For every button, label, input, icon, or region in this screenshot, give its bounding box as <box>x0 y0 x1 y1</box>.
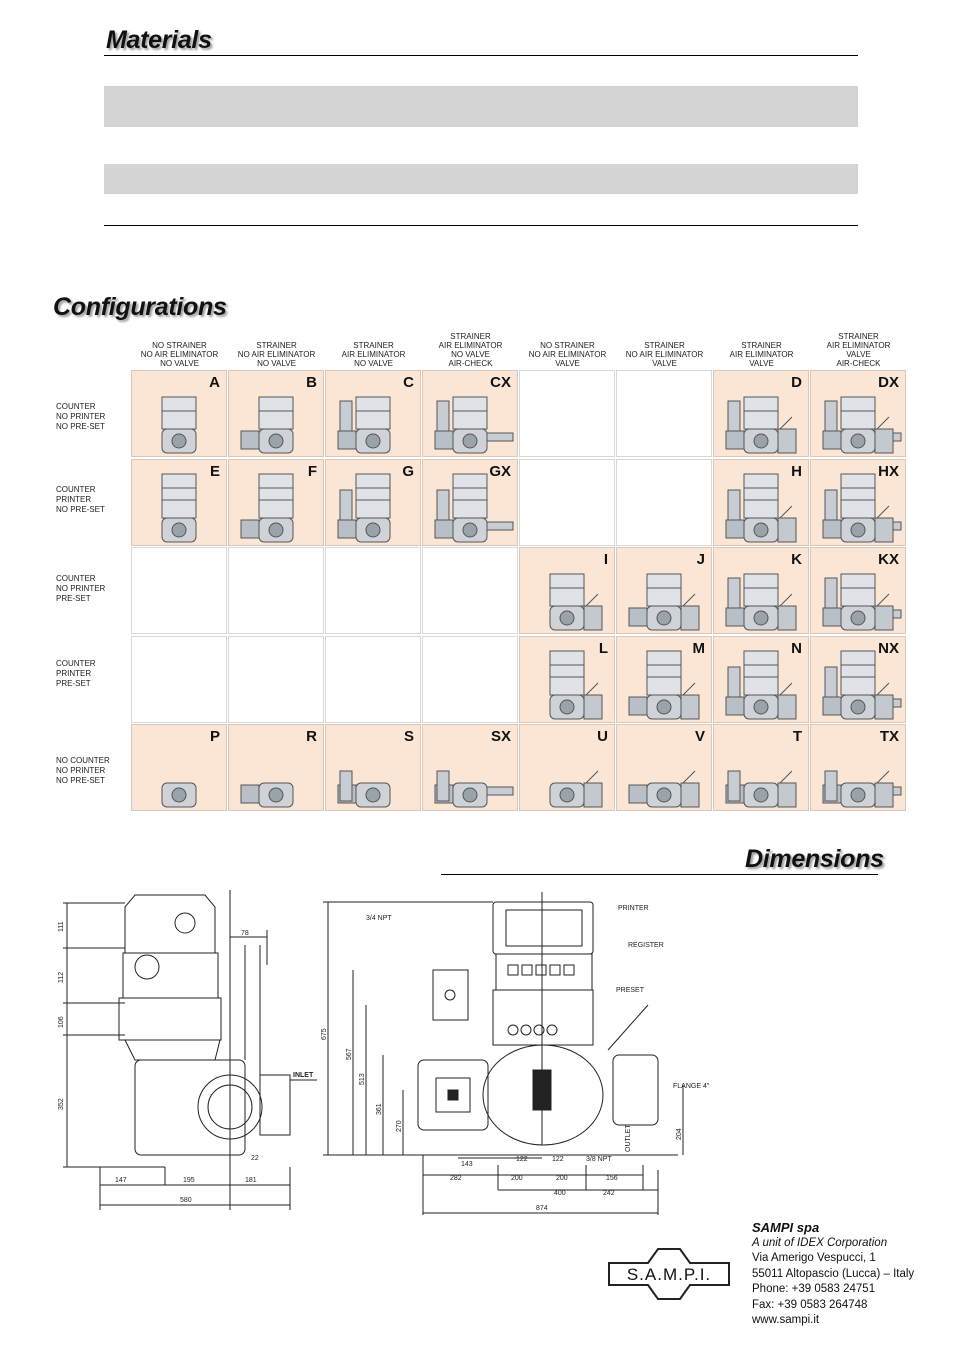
column-header-line: NO AIR ELIMINATOR <box>625 350 704 359</box>
meter-sketch-icon <box>617 725 713 812</box>
materials-row-band-1 <box>104 86 858 127</box>
meter-sketch-icon <box>714 548 810 635</box>
meter-sketch-icon <box>520 548 616 635</box>
config-cell <box>131 370 227 457</box>
config-cell <box>713 459 809 546</box>
dim-195: 195 <box>183 1177 195 1184</box>
config-code: B <box>306 374 317 391</box>
config-cell <box>713 636 809 723</box>
meter-sketch-icon <box>714 725 810 812</box>
config-code: K <box>791 551 802 568</box>
row-label-line: PRINTER <box>56 669 92 678</box>
row-label-line: NO PRE-SET <box>56 505 105 514</box>
config-code: NX <box>878 640 899 657</box>
dim-147: 147 <box>115 1177 127 1184</box>
column-header-line: AIR ELIMINATOR <box>341 350 406 359</box>
row-label <box>56 574 130 604</box>
dim-181: 181 <box>245 1177 257 1184</box>
column-header <box>228 331 325 368</box>
config-code: C <box>403 374 414 391</box>
column-header-line: NO STRAINER <box>540 341 595 350</box>
dim-400: 400 <box>554 1190 566 1197</box>
dim-200-b: 200 <box>556 1175 568 1182</box>
meter-sketch-icon <box>229 460 325 547</box>
config-code: M <box>692 640 705 657</box>
column-header-line: NO STRAINER <box>152 341 207 350</box>
config-code: T <box>792 728 802 745</box>
meter-sketch-icon <box>326 460 422 547</box>
row-label-line: PRE-SET <box>56 679 91 688</box>
materials-rule <box>104 55 858 56</box>
meter-sketch-icon <box>811 548 907 635</box>
config-cell <box>713 724 809 811</box>
config-cell <box>228 370 324 457</box>
company-unit: A unit of IDEX Corporation <box>752 1236 888 1249</box>
dim-352: 352 <box>58 1098 65 1110</box>
dimensions-heading: Dimensions <box>745 845 884 873</box>
column-header <box>422 331 519 368</box>
column-header <box>131 331 228 368</box>
column-header-line: STRAINER <box>353 341 394 350</box>
column-header-line: VALVE <box>749 359 774 368</box>
config-code: I <box>603 551 608 568</box>
config-code: G <box>402 463 414 480</box>
config-cell <box>519 636 615 723</box>
sampi-logo-text: S.A.M.P.I. <box>626 1265 712 1284</box>
dim-78: 78 <box>241 930 249 937</box>
column-header-line: STRAINER <box>644 341 685 350</box>
dim-675: 675 <box>321 1028 328 1040</box>
row-label-line: NO PRINTER <box>56 412 106 421</box>
row-label <box>56 485 130 515</box>
sampi-logo <box>603 1246 735 1302</box>
config-code: U <box>597 728 608 745</box>
company-address-street: Via Amerigo Vespucci, 1 <box>752 1252 876 1264</box>
npt-top-label: 3/4 NPT <box>366 915 392 922</box>
config-cell-empty <box>228 636 324 723</box>
config-code: S <box>403 728 414 745</box>
column-header-line: NO VALVE <box>257 359 296 368</box>
column-header-line: STRAINER <box>256 341 297 350</box>
config-code: F <box>307 463 317 480</box>
column-header-line: NO VALVE <box>354 359 393 368</box>
outlet-label: OUTLET <box>625 1124 632 1152</box>
config-cell <box>810 459 906 546</box>
flange-label: FLANGE 4" <box>673 1083 710 1090</box>
column-header <box>810 331 907 368</box>
config-cell <box>713 547 809 634</box>
preset-label: PRESET <box>616 987 645 994</box>
dim-200-a: 200 <box>511 1175 523 1182</box>
column-header-line: NO AIR ELIMINATOR <box>237 350 316 359</box>
meter-sketch-icon <box>229 725 325 812</box>
dim-204: 204 <box>676 1128 683 1140</box>
config-cell-empty <box>519 370 615 457</box>
config-cell-empty <box>325 547 421 634</box>
row-label <box>56 756 130 786</box>
meter-sketch-icon <box>811 460 907 547</box>
config-code: E <box>209 463 220 480</box>
dim-567: 567 <box>346 1048 353 1060</box>
config-code: N <box>791 640 802 657</box>
column-header <box>325 331 422 368</box>
config-cell <box>422 724 518 811</box>
config-cell-empty <box>616 370 712 457</box>
config-code: P <box>209 728 220 745</box>
row-label-line: COUNTER <box>56 574 96 583</box>
config-cell <box>422 459 518 546</box>
row-label-line: NO PRE-SET <box>56 422 105 431</box>
meter-sketch-icon <box>423 371 519 458</box>
dim-122-a: 122 <box>516 1156 528 1163</box>
front-view-drawing <box>318 890 718 1220</box>
config-cell <box>519 547 615 634</box>
config-cell <box>810 636 906 723</box>
column-header-line: STRAINER <box>838 332 879 341</box>
row-label-line: NO COUNTER <box>56 756 110 765</box>
npt-bottom-label: 3/8 NPT <box>586 1156 612 1163</box>
meter-sketch-icon <box>520 725 616 812</box>
row-label-line: PRE-SET <box>56 594 91 603</box>
column-header-line: AIR ELIMINATOR <box>826 341 891 350</box>
column-header-line: AIR ELIMINATOR <box>438 341 503 350</box>
config-code: DX <box>878 374 899 391</box>
config-cell-empty <box>325 636 421 723</box>
config-cell <box>713 370 809 457</box>
company-fax: Fax: +39 0583 264748 <box>752 1298 868 1311</box>
dim-143: 143 <box>461 1161 473 1168</box>
dim-242: 242 <box>603 1190 615 1197</box>
meter-sketch-icon <box>714 460 810 547</box>
meter-sketch-icon <box>714 371 810 458</box>
config-cell-empty <box>616 459 712 546</box>
meter-sketch-icon <box>423 460 519 547</box>
meter-sketch-icon <box>423 725 519 812</box>
config-code: HX <box>878 463 899 480</box>
config-cell <box>325 724 421 811</box>
config-cell <box>131 459 227 546</box>
config-cell-empty <box>422 547 518 634</box>
meter-sketch-icon <box>617 548 713 635</box>
config-cell-empty <box>519 459 615 546</box>
column-header-line: VALVE <box>846 350 871 359</box>
row-label-line: NO PRINTER <box>56 584 106 593</box>
config-code: CX <box>490 374 511 391</box>
column-header-line: NO AIR ELIMINATOR <box>528 350 607 359</box>
meter-sketch-icon <box>132 460 228 547</box>
config-cell <box>616 724 712 811</box>
column-header-line: VALVE <box>652 359 677 368</box>
row-label-line: COUNTER <box>56 485 96 494</box>
column-header-line: STRAINER <box>450 332 491 341</box>
config-code: R <box>306 728 317 745</box>
column-header-line: NO VALVE <box>160 359 199 368</box>
dim-156: 156 <box>606 1175 618 1182</box>
config-code: V <box>694 728 705 745</box>
materials-heading: Materials <box>106 26 212 54</box>
column-header-line: VALVE <box>555 359 580 368</box>
meter-sketch-icon <box>326 371 422 458</box>
config-cell <box>519 724 615 811</box>
config-code: A <box>209 374 220 391</box>
meter-sketch-icon <box>132 725 228 812</box>
inlet-label: INLET <box>293 1072 314 1079</box>
config-cell-empty <box>422 636 518 723</box>
config-cell-empty <box>131 547 227 634</box>
dim-361: 361 <box>376 1103 383 1115</box>
meter-sketch-icon <box>229 371 325 458</box>
register-label: REGISTER <box>628 942 664 949</box>
column-header <box>713 331 810 368</box>
config-code: SX <box>490 728 511 745</box>
config-code: GX <box>489 463 511 480</box>
dim-112: 112 <box>58 971 65 983</box>
config-cell <box>616 636 712 723</box>
config-cell <box>810 724 906 811</box>
company-website[interactable]: www.sampi.it <box>752 1314 820 1326</box>
config-cell <box>810 547 906 634</box>
meter-sketch-icon <box>520 637 616 724</box>
dim-22: 22 <box>251 1155 259 1162</box>
config-code: J <box>696 551 705 568</box>
config-cell-empty <box>131 636 227 723</box>
column-header-line: NO VALVE <box>451 350 490 359</box>
row-label-line: COUNTER <box>56 402 96 411</box>
config-code: D <box>791 374 802 391</box>
configurations-heading: Configurations <box>53 293 227 321</box>
meter-sketch-icon <box>811 637 907 724</box>
company-info <box>752 1220 914 1329</box>
meter-sketch-icon <box>811 725 907 812</box>
column-header-line: NO AIR ELIMINATOR <box>140 350 219 359</box>
printer-label: PRINTER <box>618 905 649 912</box>
row-label <box>56 402 130 432</box>
config-code: TX <box>879 728 899 745</box>
meter-sketch-icon <box>326 725 422 812</box>
config-code: H <box>791 463 802 480</box>
meter-sketch-icon <box>132 371 228 458</box>
meter-sketch-icon <box>714 637 810 724</box>
row-label-line: PRINTER <box>56 495 92 504</box>
config-cell <box>810 370 906 457</box>
config-cell <box>325 370 421 457</box>
config-code: KX <box>878 551 899 568</box>
row-label-line: NO PRE-SET <box>56 776 105 785</box>
column-header-line: AIR ELIMINATOR <box>729 350 794 359</box>
config-cell <box>422 370 518 457</box>
config-cell <box>228 459 324 546</box>
column-header <box>616 331 713 368</box>
dim-874: 874 <box>536 1205 548 1212</box>
dim-513: 513 <box>359 1073 366 1085</box>
row-label-line: COUNTER <box>56 659 96 668</box>
config-cell <box>325 459 421 546</box>
materials-row-band-2 <box>104 164 858 194</box>
config-code: L <box>598 640 608 657</box>
dim-282: 282 <box>450 1175 462 1182</box>
side-view-drawing <box>55 885 320 1215</box>
company-phone: Phone: +39 0583 24751 <box>752 1283 876 1295</box>
materials-bottom-rule <box>104 225 858 226</box>
config-cell-empty <box>228 547 324 634</box>
meter-sketch-icon <box>617 637 713 724</box>
dim-111: 111 <box>58 921 65 932</box>
row-label-line: NO PRINTER <box>56 766 106 775</box>
dim-106: 106 <box>58 1016 65 1028</box>
dim-122-b: 122 <box>552 1156 564 1163</box>
column-header-line: STRAINER <box>741 341 782 350</box>
company-name: SAMPI spa <box>752 1220 820 1235</box>
dimensions-rule <box>441 874 878 875</box>
row-label <box>56 659 130 689</box>
meter-sketch-icon <box>811 371 907 458</box>
config-cell <box>228 724 324 811</box>
column-header-line: AIR-CHECK <box>448 359 493 368</box>
config-cell <box>616 547 712 634</box>
dim-270: 270 <box>396 1120 403 1132</box>
column-header-line: AIR-CHECK <box>836 359 881 368</box>
dim-580: 580 <box>180 1197 192 1204</box>
column-header <box>519 331 616 368</box>
config-cell <box>131 724 227 811</box>
company-address-city: 55011 Altopascio (Lucca) – Italy <box>752 1267 915 1280</box>
